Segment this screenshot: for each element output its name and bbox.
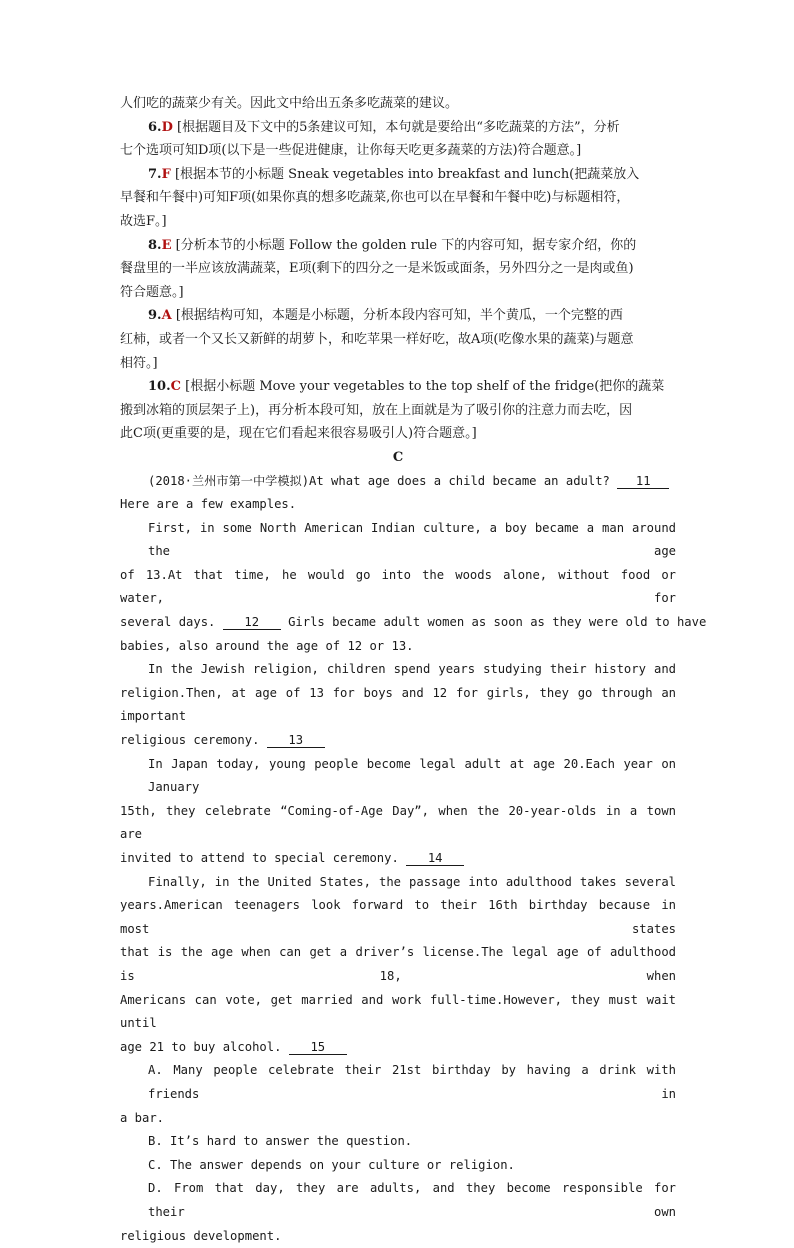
answer-9-line-3: 相符。] xyxy=(120,352,676,376)
passage-text: several days. xyxy=(120,615,215,629)
answer-6-line-2: 七个选项可知D项(以下是一些促进健康，让你每天吃更多蔬菜的方法)符合题意。] xyxy=(120,139,676,163)
answer-8-text-1: [分析本节的小标题 Follow the golden rule 下的内容可知，据专家介绍，你的 xyxy=(176,238,637,253)
passage-line: In Japan today, young people become legal adult at age 20.Each year on January xyxy=(120,753,676,800)
blank-14: 14 xyxy=(406,851,464,866)
passage-line: years.American teenagers look forward to their 16th birthday because in most states xyxy=(120,894,676,941)
answer-10-line-2: 搬到冰箱的顶层架子上)，再分析本段可知，放在上面就是为了吸引你的注意力而去吃，因 xyxy=(120,399,676,423)
passage-line: of 13.At that time, he would go into the woods alone, without food or water, for xyxy=(120,564,676,611)
blank-11: 11 xyxy=(617,474,669,489)
passage-text: Girls became adult women as soon as they were old to have xyxy=(288,615,706,629)
passage-line: babies, also around the age of 12 or 13. xyxy=(120,635,676,659)
answer-9-number: 9. xyxy=(148,308,162,323)
answer-7-line-3: 故选F。] xyxy=(120,210,676,234)
blank-12: 12 xyxy=(223,615,281,630)
passage-text: religious ceremony. xyxy=(120,733,259,747)
answer-10-number: 10. xyxy=(148,379,171,394)
passage-line-with-blank xyxy=(120,729,676,753)
answer-9-text-1: [根据结构可知，本题是小标题，分析本段内容可知，半个黄瓜，一个完整的西 xyxy=(176,308,623,323)
blank-15: 15 xyxy=(289,1040,347,1055)
passage-line: Here are a few examples. xyxy=(120,493,676,517)
answer-6-letter: D xyxy=(162,120,173,135)
option-d-line-2: religious development. xyxy=(120,1225,676,1248)
passage-line: In the Jewish religion, children spend years studying their history and xyxy=(120,658,676,682)
answer-7-text-1: [根据本节的小标题 Sneak vegetables into breakfast and lunch(把蔬菜放入 xyxy=(175,167,639,182)
answer-10-letter: C xyxy=(171,379,181,394)
intro-tail: 人们吃的蔬菜少有关。因此文中给出五条多吃蔬菜的建议。 xyxy=(120,92,676,116)
passage-question: (2018·兰州市第一中学模拟)At what age does a child became an adult? xyxy=(148,474,610,488)
answer-7-number: 7. xyxy=(148,167,162,182)
passage-line-with-blank xyxy=(120,611,676,635)
option-c: C. The answer depends on your culture or religion. xyxy=(120,1154,676,1178)
answer-8-line-3: 符合题意。] xyxy=(120,281,676,305)
answer-8-letter: E xyxy=(162,238,172,253)
passage-line: First, in some North American Indian culture, a boy became a man around the age xyxy=(120,517,676,564)
answer-6-text-1: [根据题目及下文中的5条建议可知，本句就是要给出“多吃蔬菜的方法”，分析 xyxy=(177,120,620,135)
option-a-line-2: a bar. xyxy=(120,1107,676,1131)
passage-text: invited to attend to special ceremony. xyxy=(120,851,399,865)
passage-line: that is the age when can get a driver’s license.The legal age of adulthood is 18, when xyxy=(120,941,676,988)
passage-line: religion.Then, at age of 13 for boys and 12 for girls, they go through an important xyxy=(120,682,676,729)
answer-7-letter: F xyxy=(162,167,171,182)
answer-6-line-1 xyxy=(120,116,676,140)
passage-line: 15th, they celebrate “Coming-of-Age Day”, when the 20-year-olds in a town are xyxy=(120,800,676,847)
option-a-line-1: A. Many people celebrate their 21st birthday by having a drink with friends in xyxy=(120,1059,676,1106)
passage-line-with-blank xyxy=(120,1036,676,1060)
passage-line: Americans can vote, get married and work full-time.However, they must wait until xyxy=(120,989,676,1036)
answer-7-line-2: 早餐和午餐中)可知F项(如果你真的想多吃蔬菜,你也可以在早餐和午餐中吃)与标题相符， xyxy=(120,186,676,210)
passage-source-line xyxy=(120,470,676,494)
answer-10-line-3: 此C项(更重要的是，现在它们看起来很容易吸引人)符合题意。] xyxy=(120,422,676,446)
answer-10-text-1: [根据小标题 Move your vegetables to the top shelf of the fridge(把你的蔬菜 xyxy=(185,379,664,394)
answer-8-line-1 xyxy=(120,234,676,258)
answer-10-line-1 xyxy=(120,375,676,399)
option-b: B. It’s hard to answer the question. xyxy=(120,1130,676,1154)
answer-9-line-1 xyxy=(120,304,676,328)
document-page xyxy=(120,92,676,1248)
answer-8-number: 8. xyxy=(148,238,162,253)
answer-9-letter: A xyxy=(162,308,172,323)
answer-9-line-2: 红柿，或者一个又长又新鲜的胡萝卜，和吃苹果一样好吃，故A项(吃像水果的蔬菜)与题意 xyxy=(120,328,676,352)
blank-13: 13 xyxy=(267,733,325,748)
answer-7-line-1 xyxy=(120,163,676,187)
passage-text: age 21 to buy alcohol. xyxy=(120,1040,281,1054)
passage-line-with-blank xyxy=(120,847,676,871)
option-d-line-1: D. From that day, they are adults, and they become responsible for their own xyxy=(120,1177,676,1224)
section-heading: C xyxy=(120,446,676,470)
passage-line: Finally, in the United States, the passage into adulthood takes several xyxy=(120,871,676,895)
answer-8-line-2: 餐盘里的一半应该放满蔬菜，E项(剩下的四分之一是米饭或面条，另外四分之一是肉或鱼) xyxy=(120,257,676,281)
answer-6-number: 6. xyxy=(148,120,162,135)
